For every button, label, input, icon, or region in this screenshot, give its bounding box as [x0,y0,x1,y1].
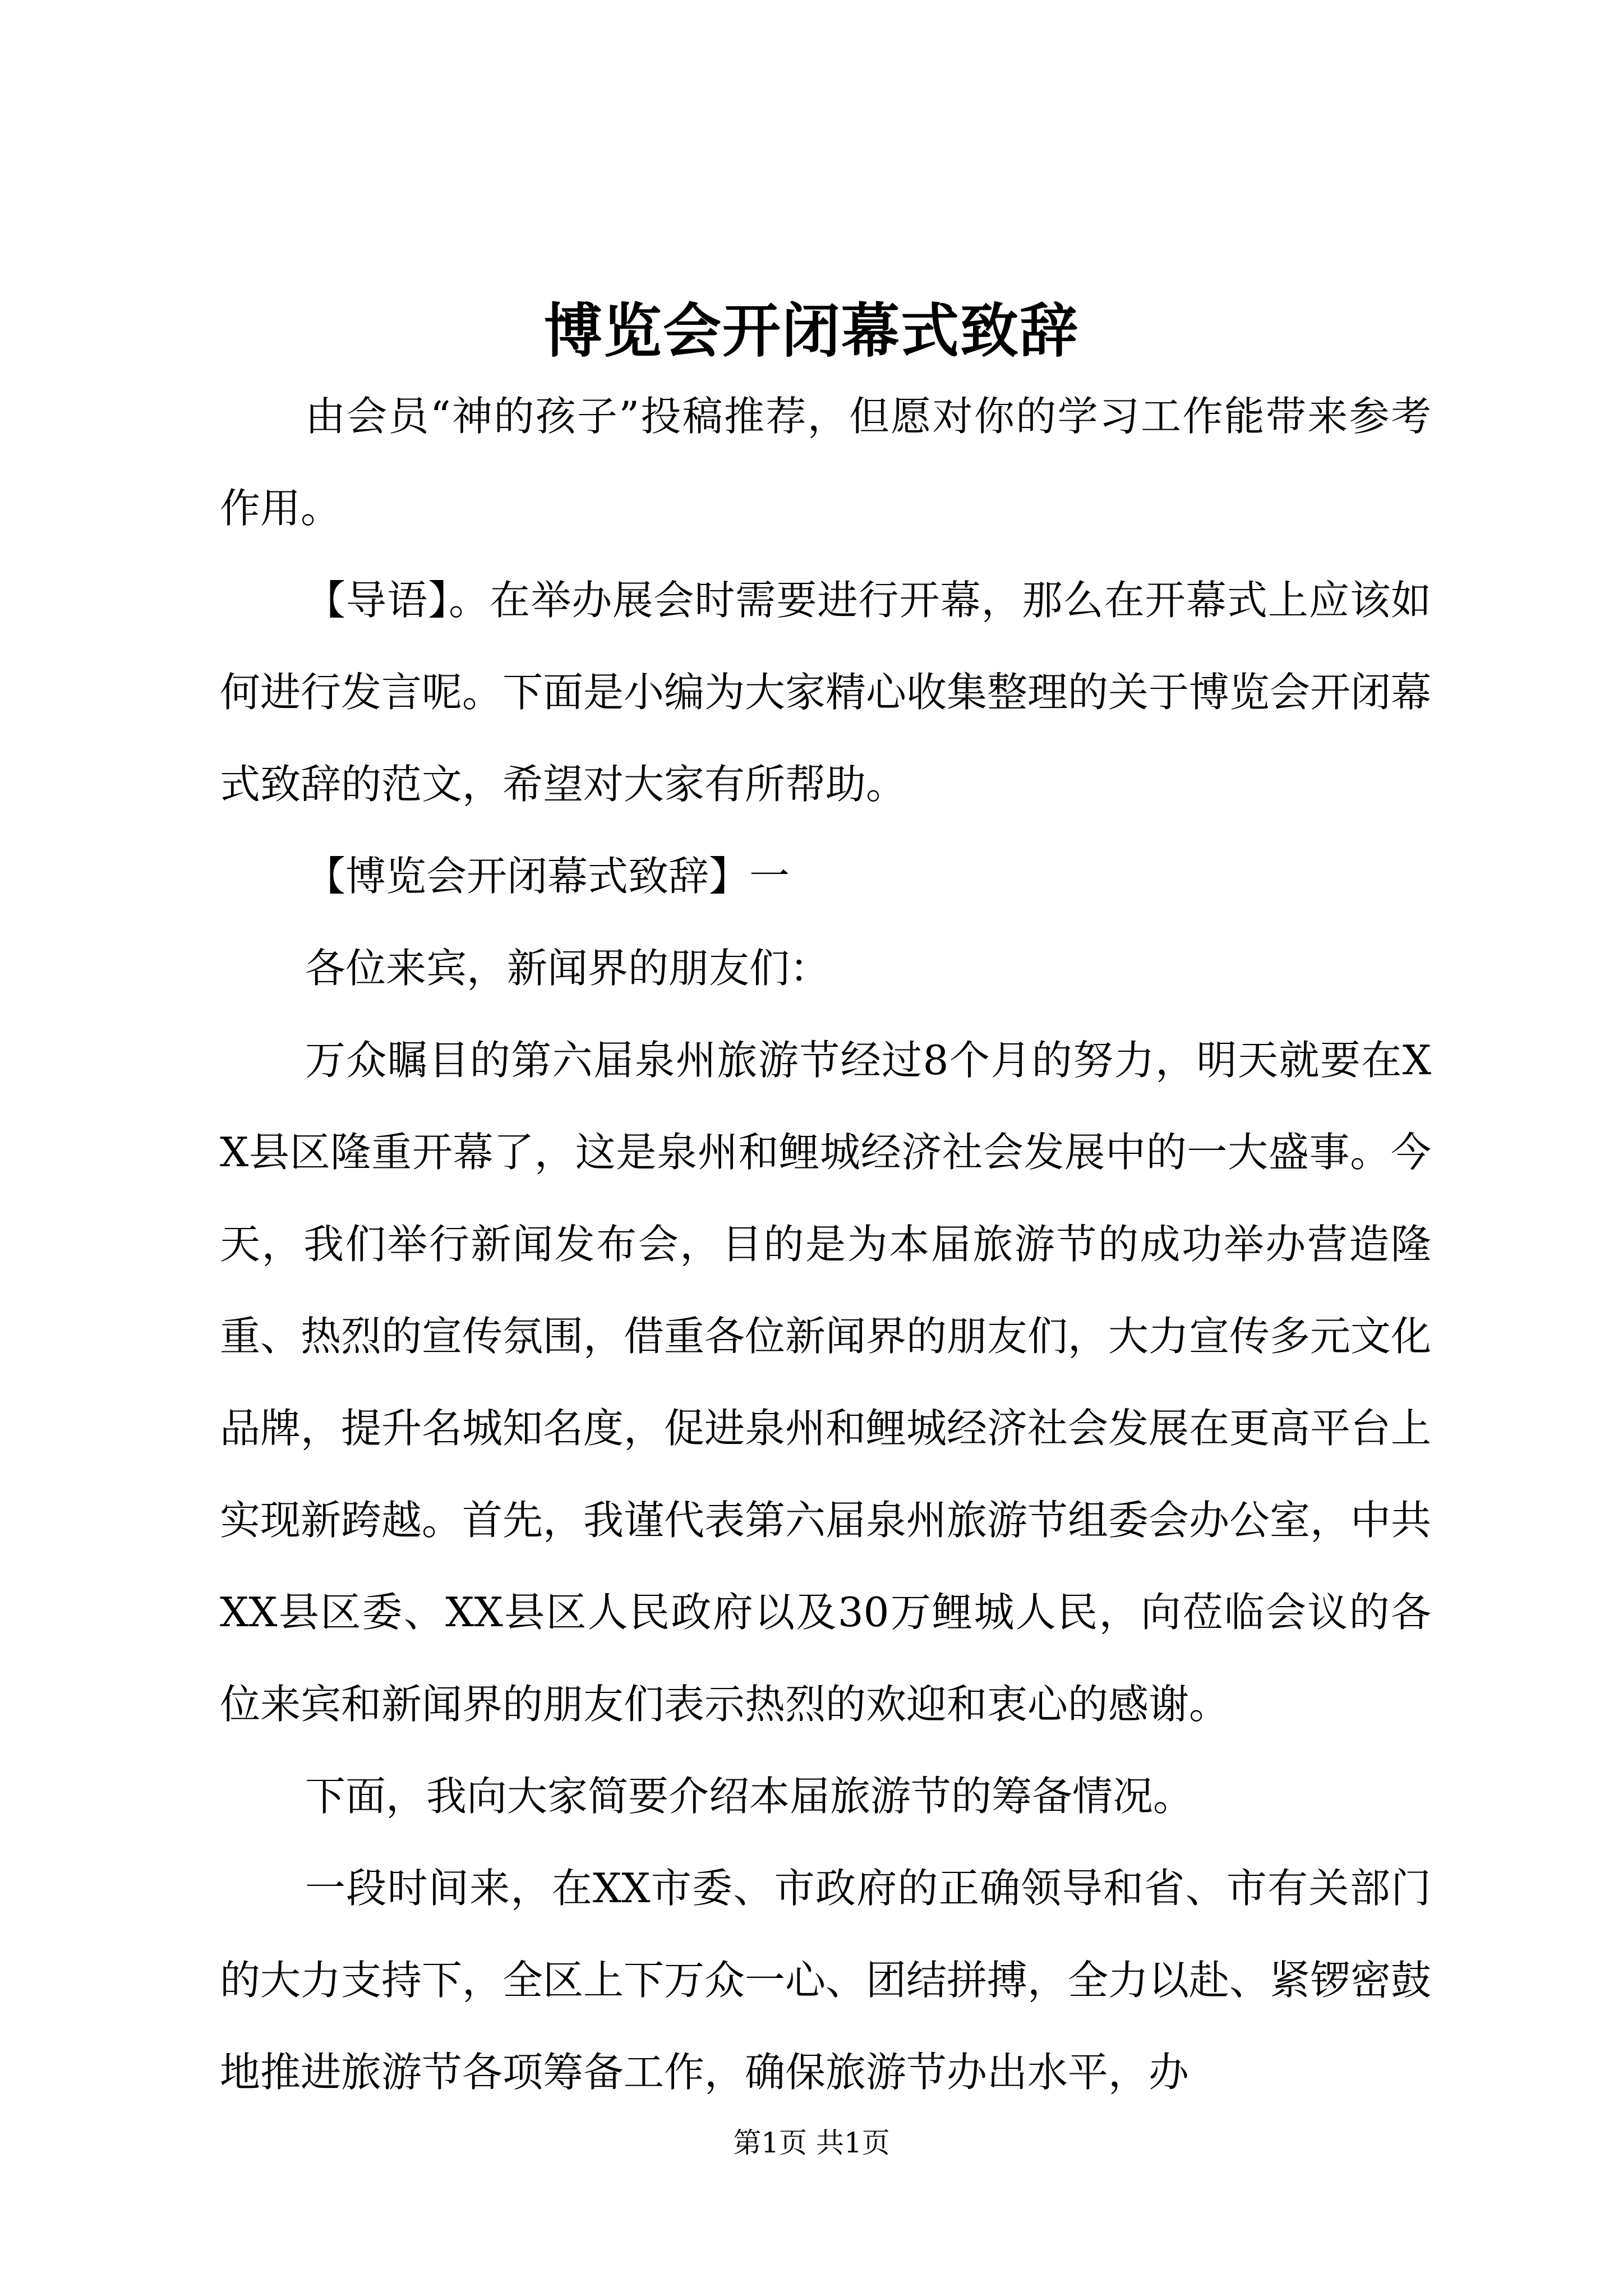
paragraph-salutation: 各位来宾，新闻界的朋友们： [305,945,831,992]
paragraph-body-3: 一段时间来，在XX市委、市政府的正确领导和省、市有关部门的大力支持下，全区上下万众一心、团结拼搏，全力以赴、紧锣密鼓地推进旅游节各项筹备工作，确保旅游节办出水平，办 [220,1865,1432,2096]
page-footer: 第1页 共1页 [733,2127,890,2159]
document-body [220,370,1431,2118]
paragraph-body-2: 下面，我向大家简要介绍本届旅游节的筹备情况。 [305,1773,1194,1820]
paragraph-lead: 【导语】。在举办展会时需要进行开幕，那么在开幕式上应该如何进行发言呢。下面是小编为大家精心收集整理的关于博览会开闭幕式致辞的范文，希望对大家有所帮助。 [220,577,1432,808]
paragraph-intro: 由会员“神的孩子”投稿推荐，但愿对你的学习工作能带来参考作用。 [220,393,1431,532]
document-title: 博览会开闭幕式致辞 [543,296,1079,365]
paragraph-body-1: 万众瞩目的第六届泉州旅游节经过8个月的努力，明天就要在XX县区隆重开幕了，这是泉州和鲤城经济社会发展中的一大盛事。今天，我们举行新闻发布会，目的是为本届旅游节的成功举办营造隆重、热烈的宣传氛围，借重各位新闻界的朋友们，大力宣传多元文化品牌，提升名城知名度，促进泉州和鲤城经济社会发展在更高平台上实现新跨越。首先，我谨代表第六届泉州旅游节组委会办公室，中共XX县区委、XX县区人民政府以及30万鲤城人民，向莅临会议的各位来宾和新闻界的朋友们表示热烈的欢迎和衷心的感谢。 [220,1037,1432,1728]
paragraph-section-heading: 【博览会开闭幕式致辞】一 [305,853,790,900]
